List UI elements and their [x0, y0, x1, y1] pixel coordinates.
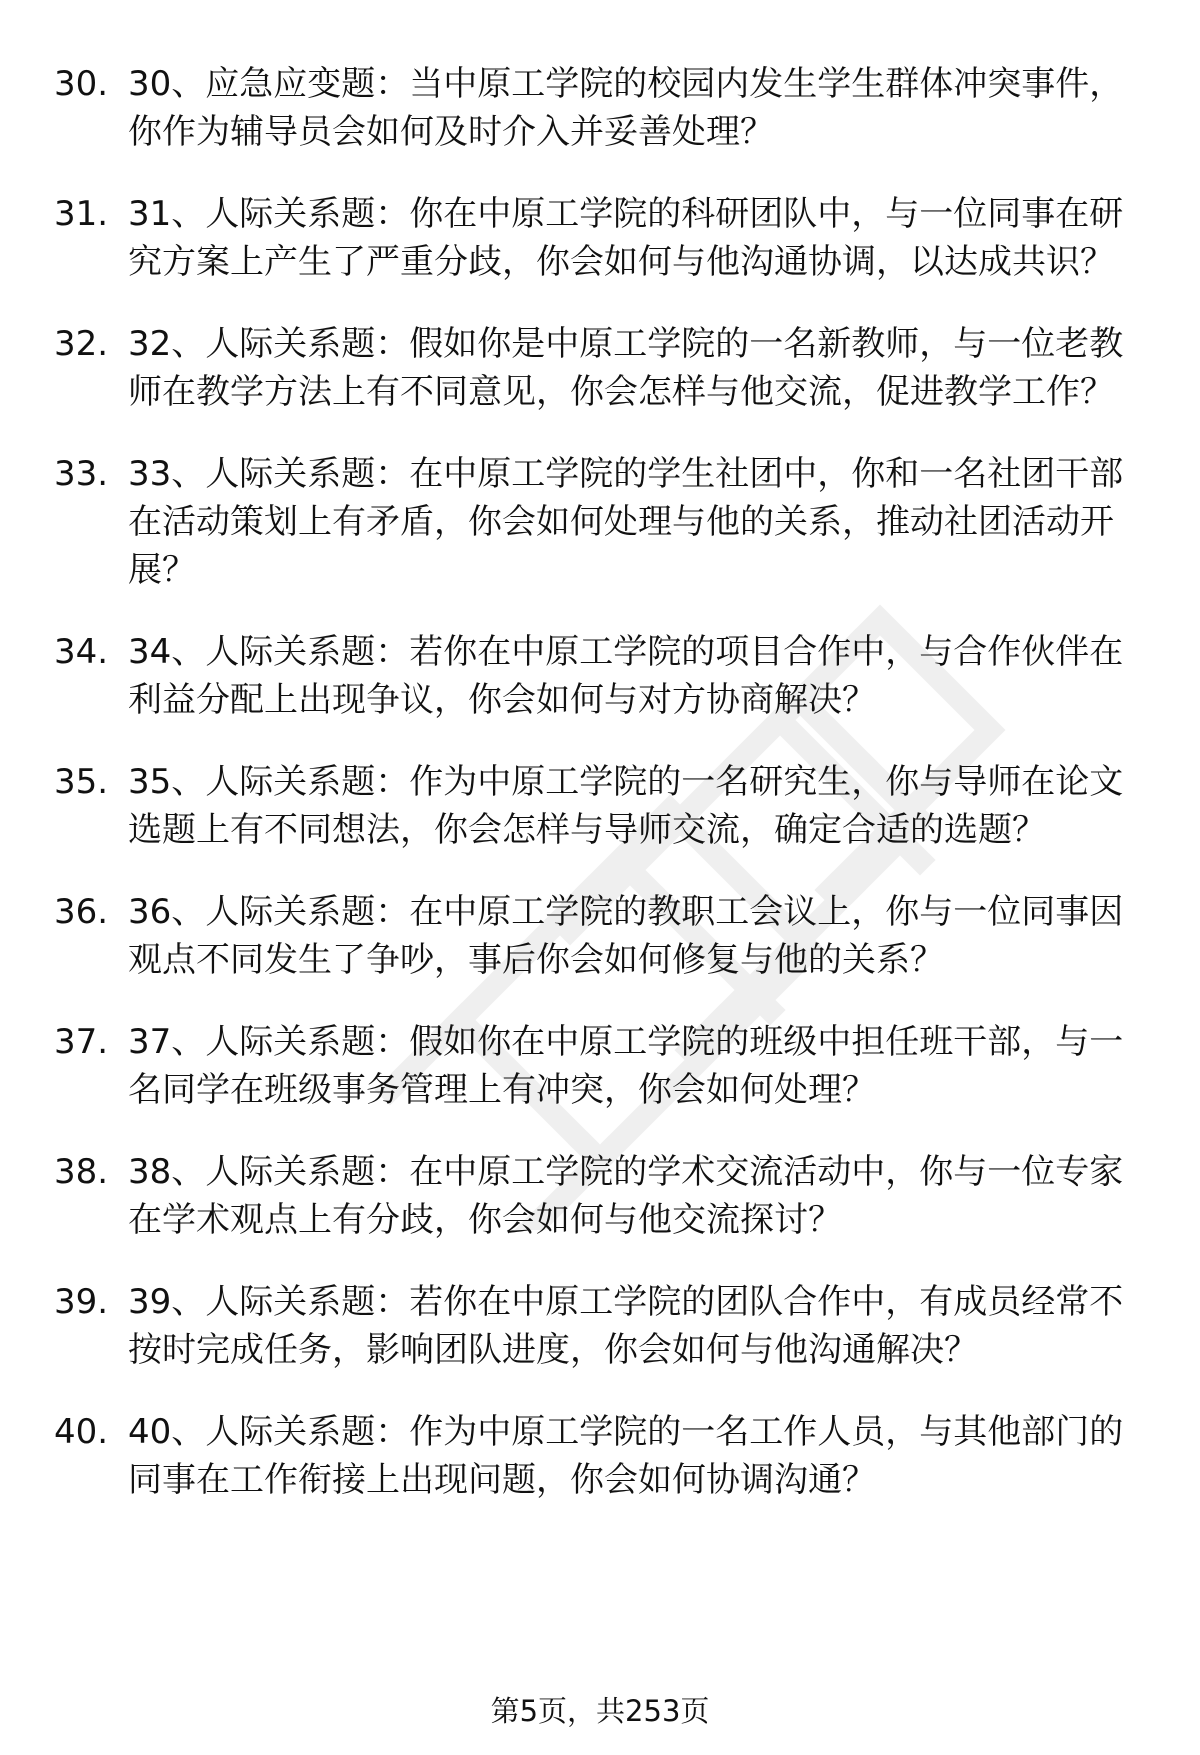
- question-text-40: 40、人际关系题：作为中原工学院的一名工作人员，与其他部门的同事在工作衔接上出现问题，你会如何协调沟通？: [128, 1412, 1124, 1500]
- question-text-34: 34、人际关系题：若你在中原工学院的项目合作中，与合作伙伴在利益分配上出现争议，你会如何与对方协商解决？: [128, 632, 1124, 720]
- question-number-37: 37.: [54, 1022, 109, 1062]
- question-text-33: 33、人际关系题：在中原工学院的学生社团中，你和一名社团干部在活动策划上有矛盾，你会如何处理与他的关系，推动社团活动开展？: [128, 454, 1124, 590]
- question-item-31: [0, 190, 1200, 286]
- question-item-39: [0, 1278, 1200, 1374]
- question-item-32: [0, 320, 1200, 416]
- question-number-38: 38.: [54, 1152, 109, 1192]
- question-item-30: [0, 60, 1200, 156]
- question-text-35: 35、人际关系题：作为中原工学院的一名研究生，你与导师在论文选题上有不同想法，你会怎样与导师交流，确定合适的选题？: [128, 762, 1124, 850]
- question-number-39: 39.: [54, 1282, 109, 1322]
- question-text-38: 38、人际关系题：在中原工学院的学术交流活动中，你与一位专家在学术观点上有分歧，你会如何与他交流探讨？: [128, 1152, 1124, 1240]
- page-footer: 第5页，共253页: [490, 1694, 710, 1728]
- question-text-30: 30、应急应变题：当中原工学院的校园内发生学生群体冲突事件，你作为辅导员会如何及时介入并妥善处理？: [128, 64, 1124, 152]
- question-text-31: 31、人际关系题：你在中原工学院的科研团队中，与一位同事在研究方案上产生了严重分歧，你会如何与他沟通协调，以达成共识？: [128, 194, 1124, 282]
- question-number-40: 40.: [54, 1412, 109, 1452]
- question-text-36: 36、人际关系题：在中原工学院的教职工会议上，你与一位同事因观点不同发生了争吵，事后你会如何修复与他的关系？: [128, 892, 1124, 980]
- question-item-38: [0, 1148, 1200, 1244]
- question-number-32: 32.: [54, 324, 109, 364]
- question-text-39: 39、人际关系题：若你在中原工学院的团队合作中，有成员经常不按时完成任务，影响团队进度，你会如何与他沟通解决？: [128, 1282, 1124, 1370]
- question-item-35: [0, 758, 1200, 854]
- question-list: [0, 60, 1200, 1538]
- question-item-33: [0, 450, 1200, 594]
- question-number-31: 31.: [54, 194, 109, 234]
- question-number-35: 35.: [54, 762, 109, 802]
- question-text-32: 32、人际关系题：假如你是中原工学院的一名新教师，与一位老教师在教学方法上有不同意见，你会怎样与他交流，促进教学工作？: [128, 324, 1124, 412]
- question-item-36: [0, 888, 1200, 984]
- question-number-36: 36.: [54, 892, 109, 932]
- question-number-34: 34.: [54, 632, 109, 672]
- question-number-30: 30.: [54, 64, 109, 104]
- question-item-37: [0, 1018, 1200, 1114]
- question-item-34: [0, 628, 1200, 724]
- question-item-40: [0, 1408, 1200, 1504]
- question-text-37: 37、人际关系题：假如你在中原工学院的班级中担任班干部，与一名同学在班级事务管理上有冲突，你会如何处理？: [128, 1022, 1124, 1110]
- question-number-33: 33.: [54, 454, 109, 494]
